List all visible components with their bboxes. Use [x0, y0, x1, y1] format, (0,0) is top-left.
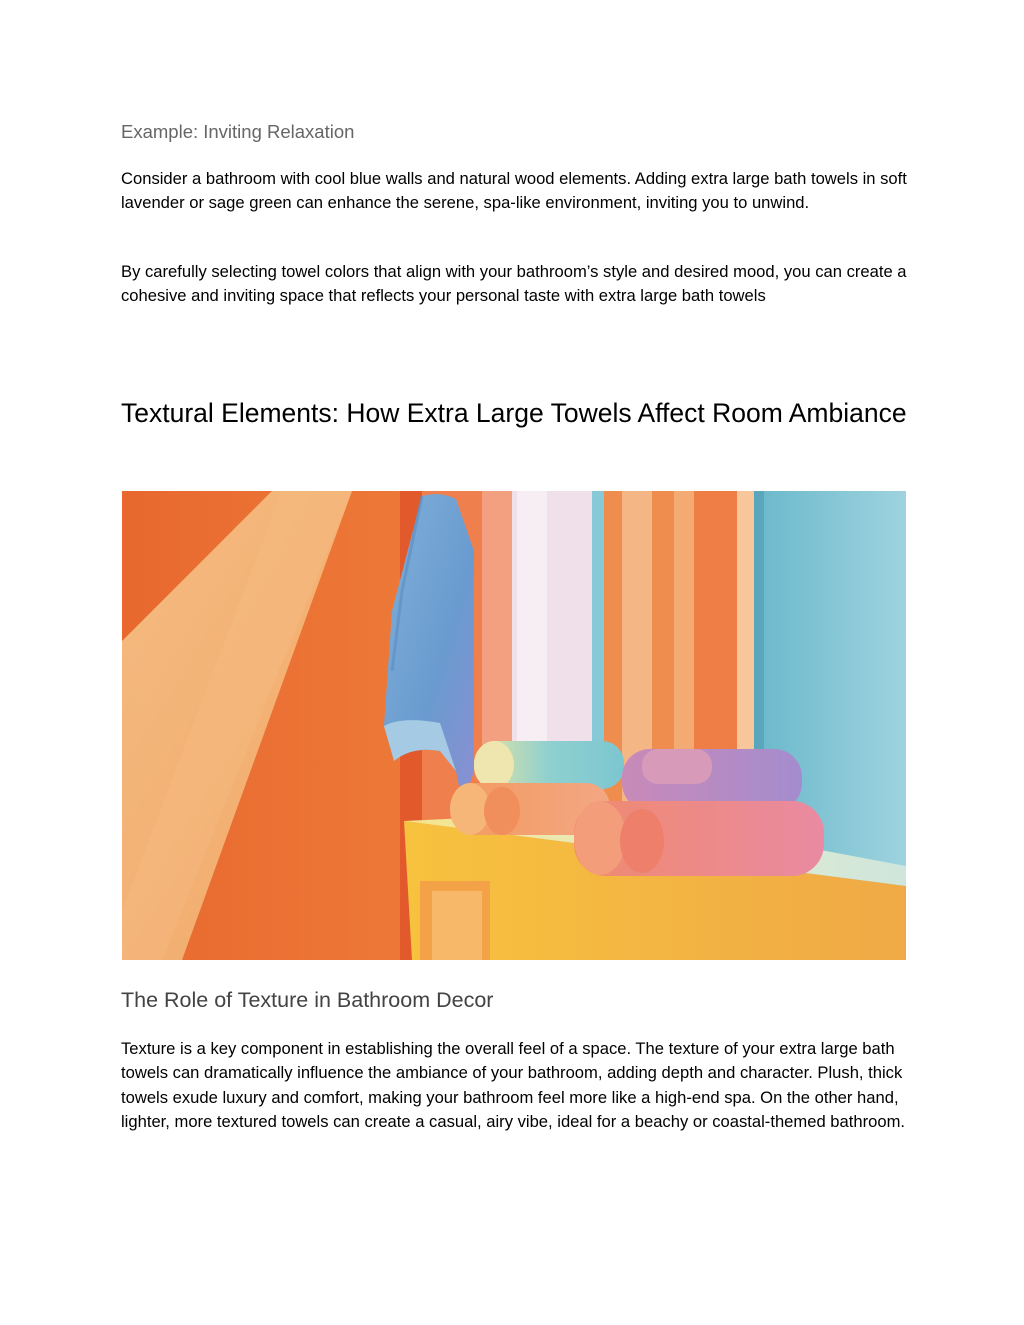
example-heading: Example: Inviting Relaxation: [121, 121, 355, 142]
texture-paragraph: Texture is a key component in establishing the overall feel of a space. The texture of your extra large bath towels can dramatically influence the ambiance of your bathroom, adding depth and character. Plush, thick towels exude luxury and comfort, making your bathroom feel more like a high-end spa. On the other hand, lighter, more textured towels can create a casual, airy vibe, ideal for a beachy or coastal-themed bathroom.: [121, 1039, 905, 1132]
subsection-title: The Role of Texture in Bathroom Decor: [121, 988, 494, 1012]
example-paragraph: Consider a bathroom with cool blue walls and natural wood elements. Adding extra large bath towels in soft lavender or sage green can enhance the serene, spa-like environment, inviting you to unwind.: [121, 169, 907, 213]
summary-paragraph: By carefully selecting towel colors that align with your bathroom’s style and desired mood, you can create a cohesive and inviting space that reflects your personal taste with extra large bath towels: [121, 262, 907, 306]
bathroom-illustration: [122, 491, 906, 960]
bathroom-towels-image: [122, 491, 906, 960]
section-title: Textural Elements: How Extra Large Towels Affect Room Ambiance: [121, 398, 907, 428]
